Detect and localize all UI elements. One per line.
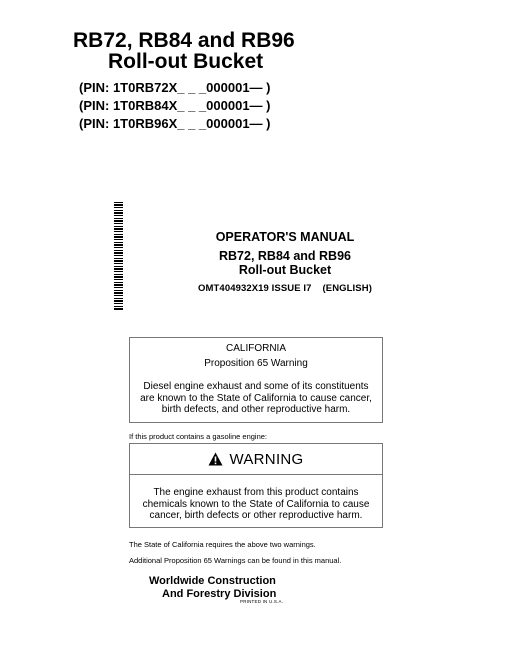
warning-header: [130, 444, 382, 475]
manual-title: OPERATOR'S MANUAL: [215, 230, 355, 244]
pin-line-rb96: (PIN: 1T0RB96X_ _ _000001— ): [79, 116, 271, 131]
notes-line: The State of California requires the above two warnings.: [129, 540, 316, 549]
manual-subtitle-line2: Roll-out Bucket: [238, 263, 332, 277]
california-body: Diesel engine exhaust and some of its constituents are known to the State of California to cause cancer, birth defects, and other reproductive harm.: [140, 381, 372, 415]
division-name-line2: And Forestry Division: [162, 588, 277, 600]
manual-code: OMT404932X19 ISSUE I7 (ENGLISH): [198, 283, 372, 294]
document-title: RB72, RB84 and RB96: [73, 29, 295, 52]
warning-box: [129, 443, 383, 528]
division-name: Worldwide Construction: [149, 575, 276, 587]
california-title: CALIFORNIA: [225, 343, 286, 354]
california-subtitle: Proposition 65 Warning: [204, 358, 308, 369]
gasoline-note: If this product contains a gasoline engine:: [129, 432, 268, 441]
barcode: [114, 202, 123, 310]
printed-in-note: PRINTED IN U.S.A.: [240, 599, 284, 604]
manual-subtitle: RB72, RB84 and RB96: [219, 249, 351, 263]
document-title-line2: Roll-out Bucket: [108, 50, 264, 73]
warning-body: The engine exhaust from this product contains chemicals known to the State of California to cause cancer, birth defects or other reproductive harm.: [142, 487, 370, 521]
notes-line: Additional Proposition 65 Warnings can be found in this manual.: [129, 556, 342, 565]
pin-line-rb84: (PIN: 1T0RB84X_ _ _000001— ): [79, 98, 271, 113]
california-prop65-box: [129, 337, 383, 423]
warning-heading: WARNING: [229, 450, 304, 468]
pin-line-rb72: (PIN: 1T0RB72X_ _ _000001— ): [79, 80, 271, 95]
warning-triangle-icon: [208, 452, 223, 466]
